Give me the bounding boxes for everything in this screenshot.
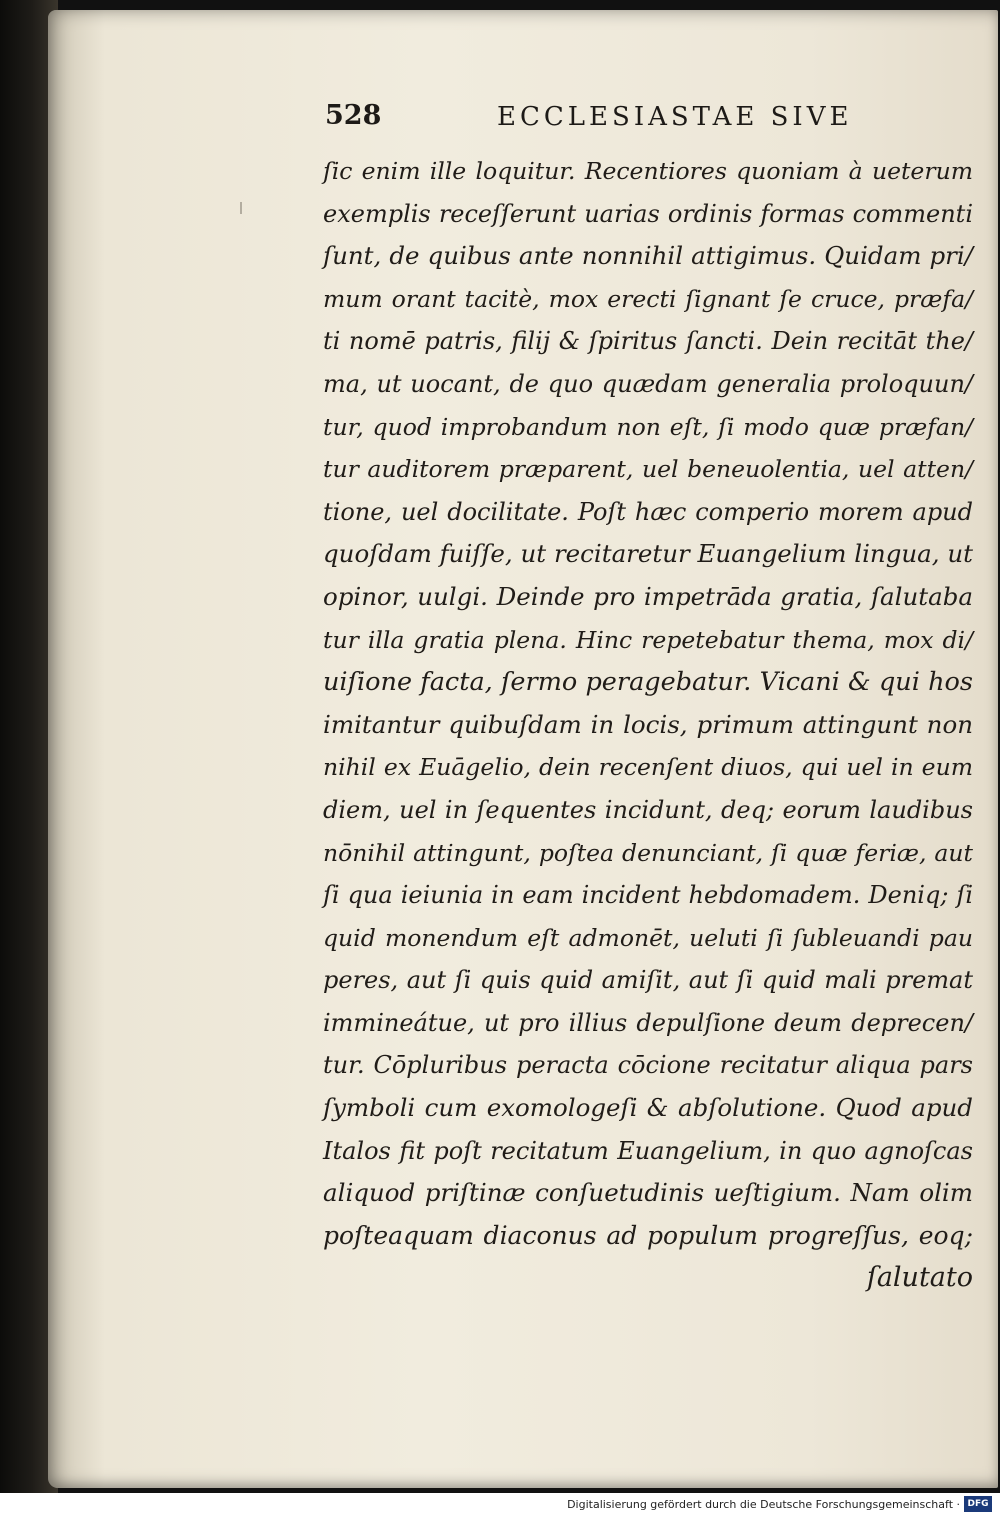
text-line: Italos fit poſt recitatum Euangelium, in quo agnoſcas — [323, 1136, 973, 1165]
text-line: ma, ut uocant, de quo quædam generalia proloquun/ — [323, 369, 973, 398]
text-line: tur, quod improbandum non eſt, ſi modo quæ præfan/ — [323, 412, 973, 441]
text-line: ſi qua ieiunia in eam incident hebdomadem. Deniq; ſi — [323, 881, 973, 910]
text-line: nihil ex Euāgelio, dein recenſent diuos, qui uel in eum — [323, 753, 973, 782]
text-line: poſteaquam diaconus ad populum progreſſus, eoq; — [323, 1220, 973, 1250]
body-text — [323, 150, 973, 1300]
text-line: imitantur quibuſdam in locis, primum attingunt non — [323, 709, 973, 739]
text-line: tur illa gratia plena. Hinc repetebatur thema, mox di/ — [323, 625, 973, 654]
text-line: quid monendum eſt admonēt, ueluti ſi ſubleuandi pau — [323, 923, 973, 952]
text-line: immineátue, ut pro illius depulſione deum deprecen/ — [323, 1008, 973, 1037]
funding-credit: Digitalisierung gefördert durch die Deutsche Forschungsgemeinschaft · — [567, 1498, 960, 1511]
page-number: 528 — [325, 100, 382, 131]
text-line: ti nomē patris, filij & ſpiritus ſancti. Dein recitāt the/ — [323, 327, 973, 356]
page-header — [325, 100, 945, 144]
text-line: uiſione facta, ſermo peragebatur. Vicani & qui hos — [323, 667, 973, 698]
text-line: ſunt, de quibus ante nonnihil attigimus. Quidam pri/ — [323, 241, 973, 271]
running-head: ECCLESIASTAE SIVE — [497, 102, 853, 132]
text-line: diem, uel in ſequentes incidunt, deq; eorum laudibus — [323, 795, 973, 824]
text-line: ſymboli cum exomologeſi & abſolutione. Quod apud — [323, 1093, 973, 1123]
text-line: peres, aut ſi quis quid amiſit, aut ſi quid mali premat — [323, 966, 973, 995]
text-line: opinor, uulgi. Deinde pro impetrāda gratia, ſalutaba — [323, 581, 973, 611]
text-line: quoſdam fuiſſe, ut recitaretur Euangelium lingua, ut — [323, 539, 973, 569]
digitization-footer — [0, 1493, 1000, 1518]
catchword-line: ſalutato — [866, 1262, 973, 1294]
text-line: tur. Cōpluribus peracta cōcione recitatur aliqua pars — [323, 1051, 973, 1080]
stray-ink-mark — [240, 202, 242, 214]
text-line: aliquod priſtinæ conſuetudinis ueſtigium. Nam olim — [323, 1178, 973, 1208]
text-line: tur auditorem præparent, uel beneuolentia, uel atten/ — [323, 455, 973, 484]
text-line: exemplis receſſerunt uarias ordinis formas commenti — [323, 199, 973, 228]
text-line: nōnihil attingunt, poſtea denunciant, ſi quæ feriæ, aut — [323, 838, 973, 867]
text-line: tione, uel docilitate. Poſt hæc comperio morem apud — [323, 497, 973, 526]
text-line: mum orant tacitè, mox erecti ſignant ſe cruce, præfa/ — [323, 284, 973, 313]
dfg-logo: DFG — [964, 1496, 992, 1512]
text-line: ſic enim ille loquitur. Recentiores quoniam à ueterum — [323, 157, 973, 185]
